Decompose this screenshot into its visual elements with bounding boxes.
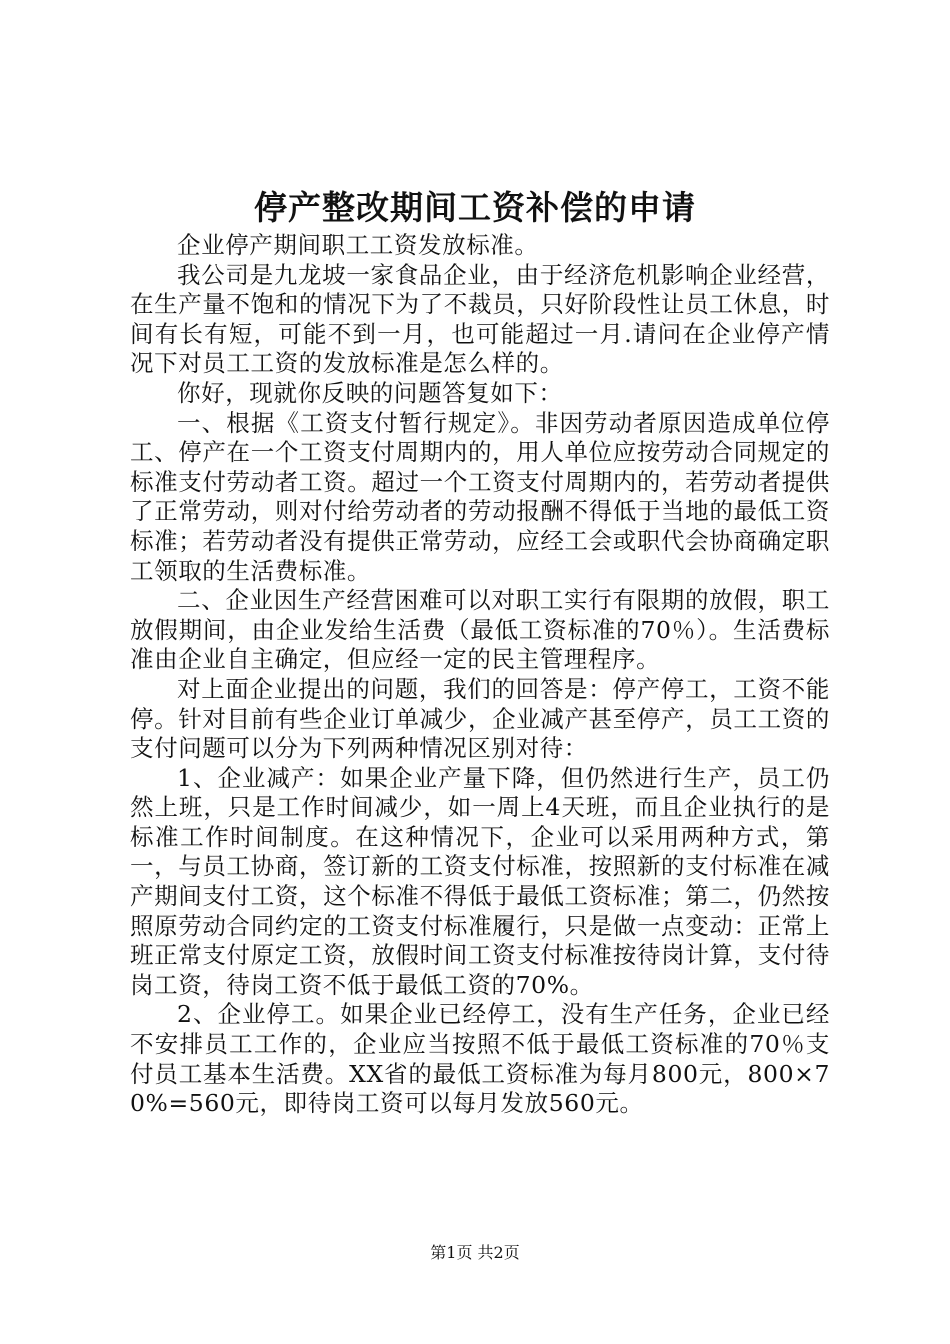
- paragraph: 企业停产期间职工工资发放标准。: [177, 231, 539, 259]
- document-title: 停产整改期间工资补偿的申请: [254, 188, 696, 227]
- document-body: [130, 231, 830, 1119]
- page-number-footer: 第1页 共2页: [430, 1243, 520, 1262]
- paragraph: 你好，现就你反映的问题答复如下：: [177, 378, 563, 407]
- paragraph: 1、企业减产：如果企业产量下降，但仍然进行生产，员工仍然上班，只是工作时间减少，如一周上4天班，而且企业执行的是标准工作时间制度。在这种情况下，企业可以采用两种方式，第一，与员工协商，签订新的工资支付标准，按照新的支付标准在减产期间支付工资，这个标准不得低于最低工资标准；第二，仍然按照原劳动合同约定的工资支付标准履行，只是做一点变动：正常上班正常支付原定工资，放假时间工资支付标准按待岗计算，支付待岗工资，待岗工资不低于最低工资的70%。: [130, 763, 830, 999]
- paragraph: 对上面企业提出的问题，我们的回答是：停产停工，工资不能停。针对目前有些企业订单减少，企业减产甚至停产，员工工资的支付问题可以分为下列两种情况区别对待：: [130, 674, 830, 763]
- paragraph: 一、根据《工资支付暂行规定》。非因劳动者原因造成单位停工、停产在一个工资支付周期内的，用人单位应按劳动合同规定的标准支付劳动者工资。超过一个工资支付周期内的，若劳动者提供了正常劳动，则对付给劳动者的劳动报酬不得低于当地的最低工资标准；若劳动者没有提供正常劳动，应经工会或职代会协商确定职工领取的生活费标准。: [130, 408, 830, 585]
- paragraph: 2、企业停工。如果企业已经停工，没有生产任务，企业已经不安排员工工作的，企业应当按照不低于最低工资标准的70％支付员工基本生活费。XX省的最低工资标准为每月800元，800×70%=560元，即待岗工资可以每月发放560元。: [130, 1000, 830, 1118]
- paragraph: 二、企业因生产经营困难可以对职工实行有限期的放假，职工放假期间，由企业发给生活费（最低工资标准的70％）。生活费标准由企业自主确定，但应经一定的民主管理程序。: [130, 586, 830, 674]
- paragraph: 我公司是九龙坡一家食品企业，由于经济危机影响企业经营，在生产量不饱和的情况下为了不裁员，只好阶段性让员工休息，时间有长有短，可能不到一月，也可能超过一月.请问在企业停产情况下对员工工资的发放标准是怎么样的。: [130, 260, 830, 378]
